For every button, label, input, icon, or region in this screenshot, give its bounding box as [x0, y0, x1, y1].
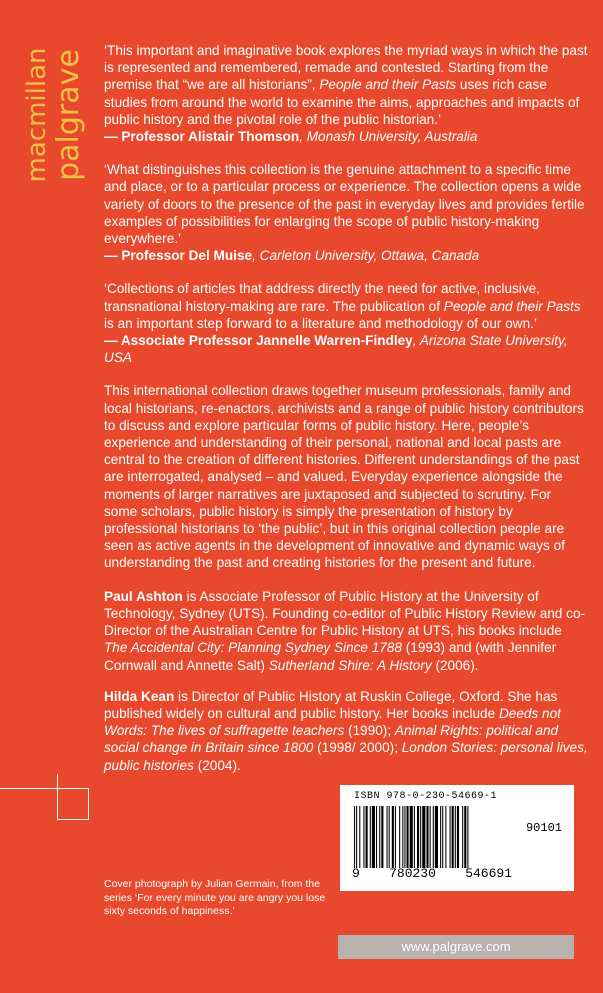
barcode-digits: 9 780230 546691 — [352, 866, 512, 881]
barcode-bars — [352, 806, 512, 868]
book-description: This international collection draws together museum professionals, family and local historians, re-enactors, archivists and a range of public history contributors to discuss and explore particular forms of public history. Here, people’s experience and understanding of their personal, national and local pasts are central to the creation of different histories. Different understandings of the past are interrogated, analysed – and valued. Everyday experience alongside the moments of larger narratives are juxtaposed and subjected to scrutiny. For some scholars, public history is simply the presentation of history by professional historians to ‘the public’, but in this original collection people are seen as active agents in the development of innovative and dynamic ways of understanding the past and creating histories for the present and future. — [104, 383, 584, 571]
logo-word-macmillan: macmillan — [22, 47, 52, 183]
publisher-logo — [16, 40, 86, 190]
back-cover-text — [104, 42, 588, 788]
barcode-addon-number: 90101 — [525, 821, 562, 835]
website-url: www.palgrave.com — [338, 935, 574, 959]
quote-attribution: — Professor Alistair Thomson, Monash University, Australia — [104, 129, 478, 145]
isbn-barcode — [340, 785, 574, 891]
review-quote: ‘This important and imaginative book explores the myriad ways in which the past is represented and remembered, remade and contested. Starting from the premise that “we are all historians”, People and their Pasts uses rich case studies from around the world to examine the aims, approaches and impacts of public history and the pivotal role of the public historian.’ — Professor Alistair Thomson, Monash University, Australia — [104, 43, 588, 145]
author-bio: Paul Ashton is Associate Professor of Public History at the University of Technology, Sydney (UTS). Founding co-editor of Public History Review and co-Director of the Australian Centre for Public History at UTS, his books include The Accidental City: Planning Sydney Since 1788 (1993) and (with Jennifer Cornwall and Annette Salt) Sutherland Shire: A History (2006). — [104, 588, 586, 673]
logo-word-palgrave: palgrave — [51, 49, 86, 181]
review-quote: ‘What distinguishes this collection is the genuine attachment to a specific time and place, or to a particular process or experience. The collection opens a wide variety of doors to the presence of the past in everyday lives and provides fertile examples of possibilities for enlarging the scope of public history-making everywhere.’ — Professor Del Muise, Carleton University, Ottawa, Canada — [104, 161, 588, 264]
quote-attribution: — Professor Del Muise, Carleton University, Ottawa, Canada — [104, 248, 480, 264]
quote-attribution: — Associate Professor Jannelle Warren-Findley, Arizona State University, USA — [104, 333, 568, 366]
review-quote: ‘Collections of articles that address directly the need for active, inclusive, transnational history-making are rare. The publication of People and their Pasts is an important step forward to a literature and methodology of our own.’ — Associate Professor Jannelle Warren-Findley, Arizona State University, USA — [104, 280, 588, 366]
isbn-label: ISBN 978-0-230-54669-1 — [354, 791, 498, 802]
decorative-square-mark — [0, 788, 92, 828]
cover-photo-credit: Cover photograph by Julian Germain, from the series ‘For every minute you are angry you lose sixty seconds of happiness.’ — [104, 878, 326, 917]
author-bio: Hilda Kean is Director of Public History at Ruskin College, Oxford. She has published widely on cultural and public history. Her books include Deeds not Words: The lives of suffragette teachers (1990); Animal Rights: political and social change in Britain since 1800 (1998/ 2000); London Stories: personal lives, public histories (2004). — [104, 688, 588, 773]
